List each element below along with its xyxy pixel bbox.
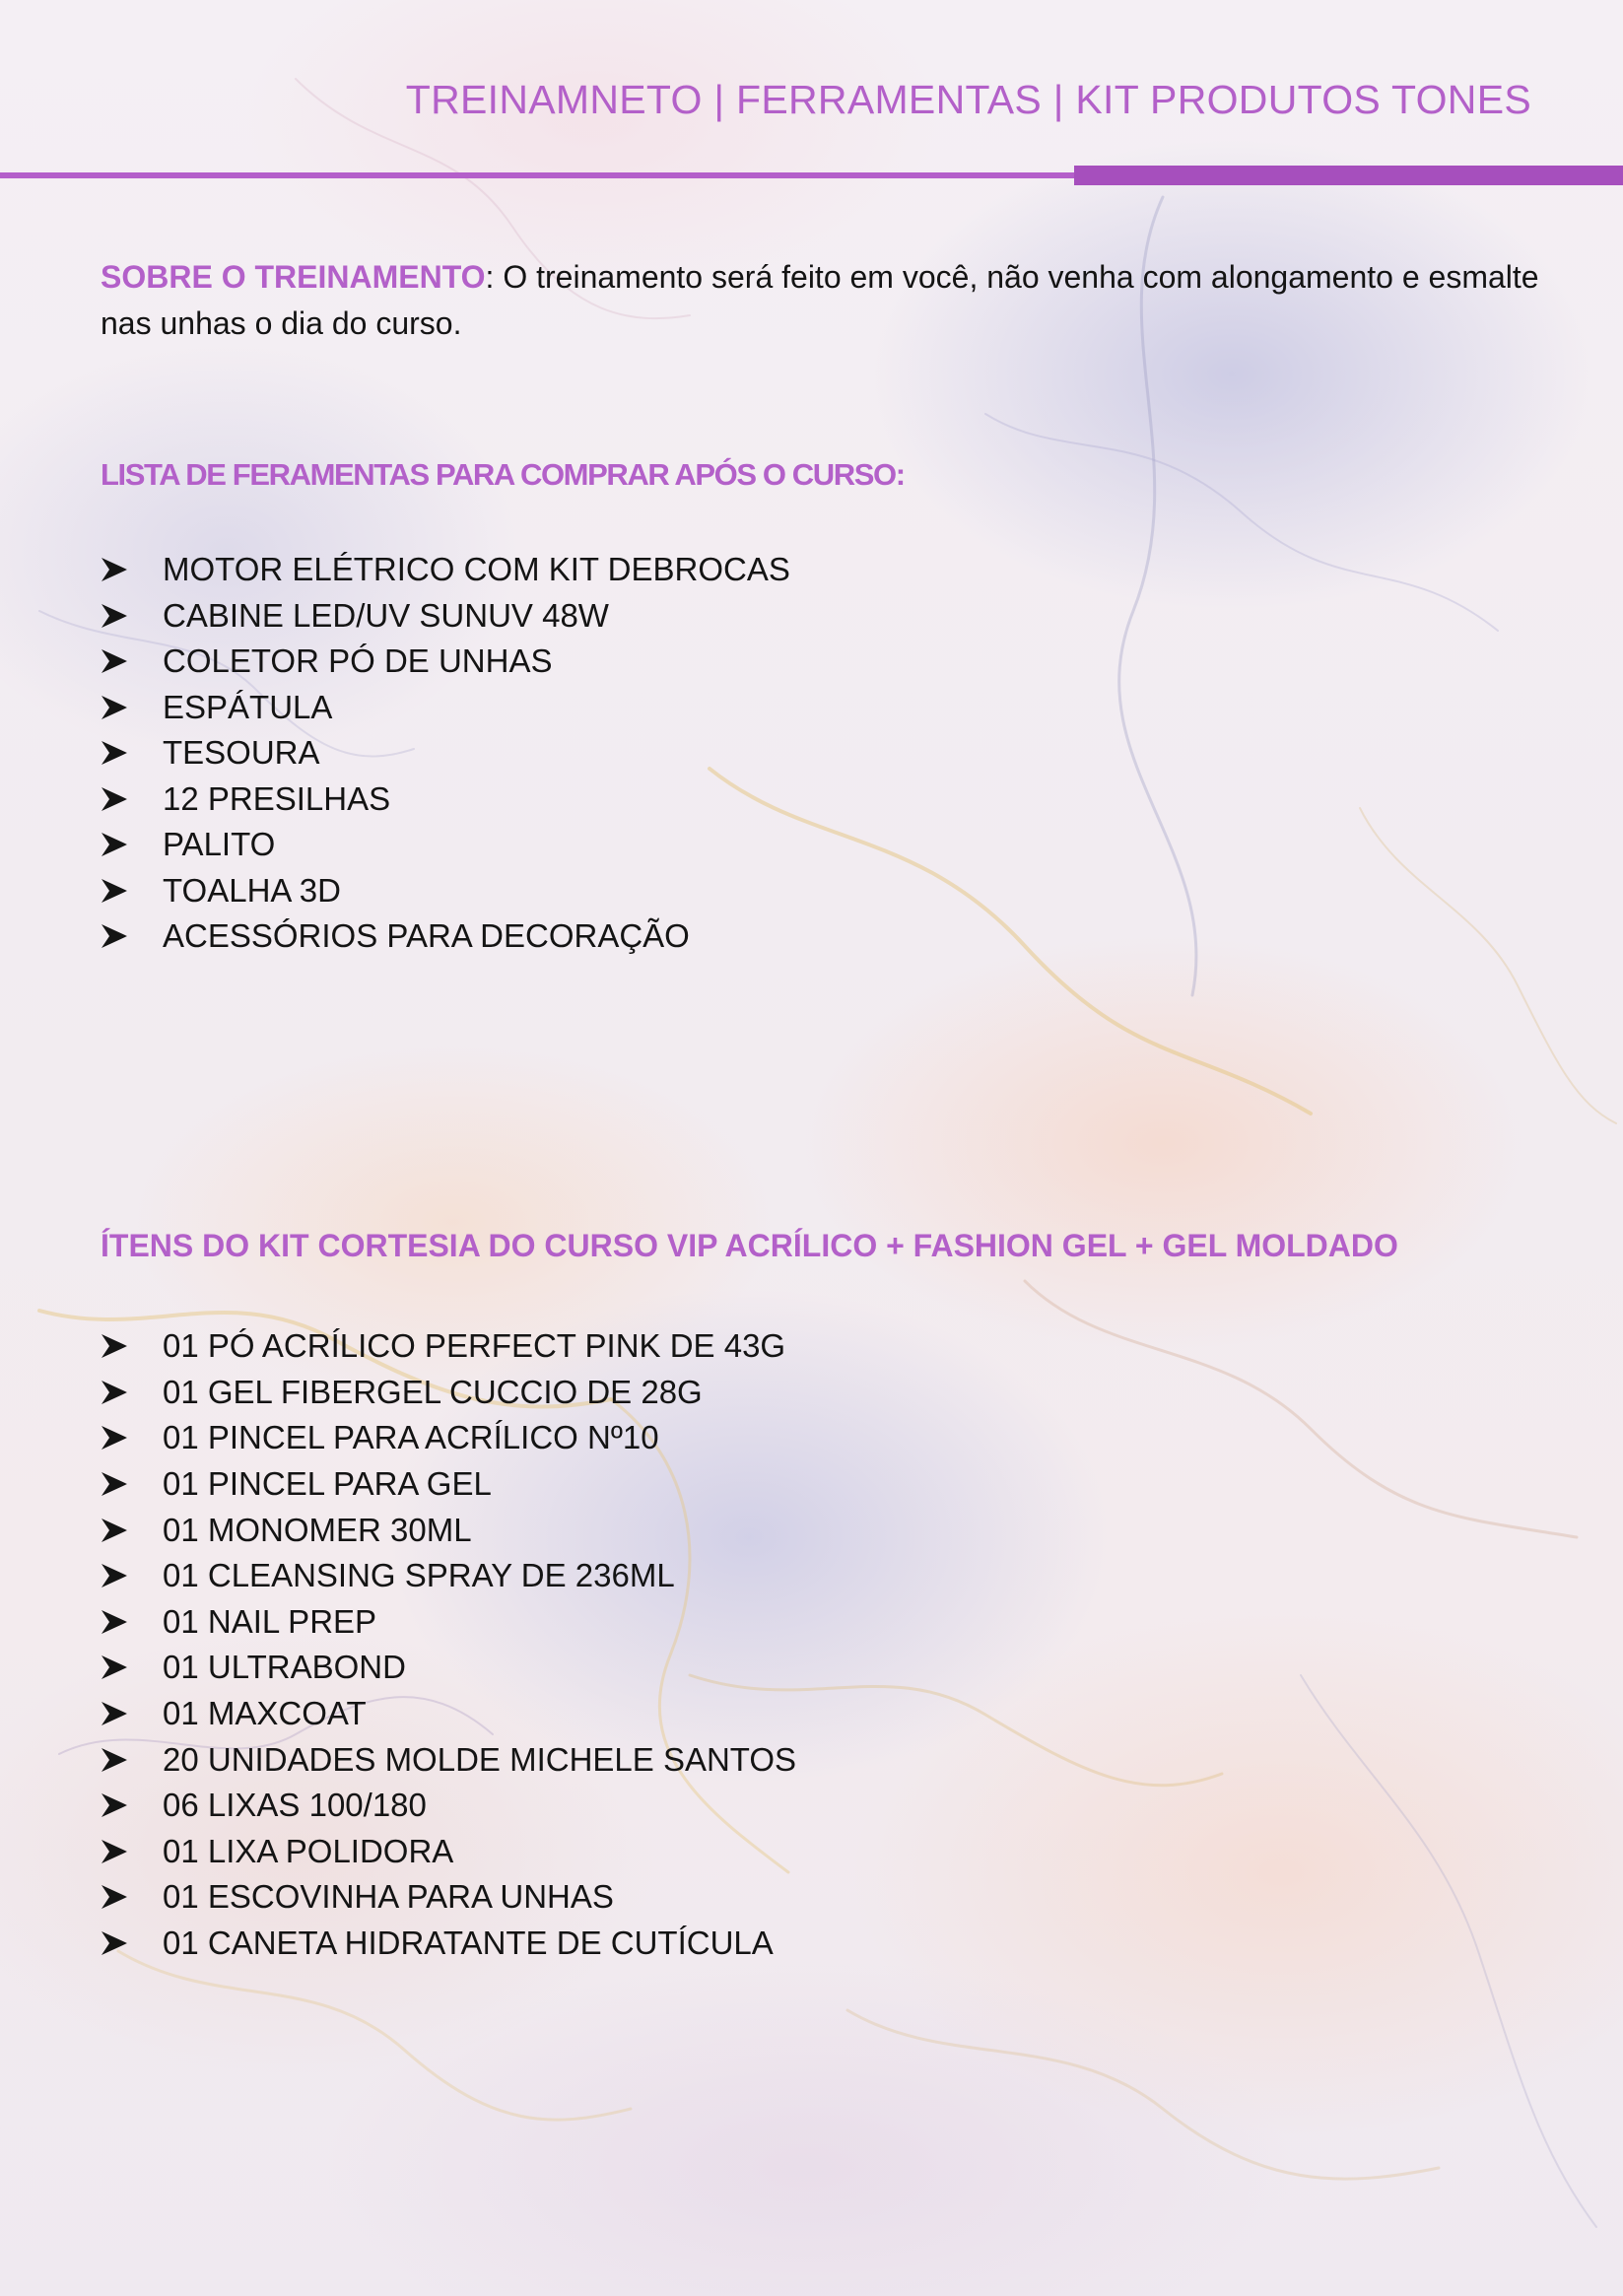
tool-list-item-label: PALITO (163, 826, 276, 863)
kit-list-item (101, 1599, 796, 1646)
training-info-paragraph (101, 254, 1539, 347)
arrowhead-bullet-icon (101, 695, 163, 720)
kit-list-item-label: 20 UNIDADES MOLDE MICHELE SANTOS (163, 1740, 797, 1778)
arrowhead-bullet-icon (101, 1425, 163, 1451)
kit-list-item (101, 1783, 796, 1829)
tool-list-item (101, 777, 790, 823)
header-divider-thin (0, 172, 1074, 178)
kit-list-item-label: 01 PINCEL PARA GEL (163, 1465, 492, 1503)
arrowhead-bullet-icon (101, 1884, 163, 1910)
arrowhead-bullet-icon (101, 878, 163, 904)
arrowhead-bullet-icon (101, 1930, 163, 1956)
arrowhead-bullet-icon (101, 923, 163, 949)
kit-list-item-label: 01 CLEANSING SPRAY DE 236ML (163, 1557, 675, 1594)
kit-list-item-label: 01 NAIL PREP (163, 1602, 377, 1640)
tool-list-item-label: TOALHA 3D (163, 871, 341, 909)
tool-list-item (101, 822, 790, 868)
kit-list-item-label: 01 PÓ ACRÍLICO PERFECT PINK DE 43G (163, 1327, 786, 1365)
tools-list-heading: LISTA DE FERAMENTAS PARA COMPRAR APÓS O CURSO: (101, 457, 905, 492)
kit-list-heading: ÍTENS DO KIT CORTESIA DO CURSO VIP ACRÍLICO + FASHION GEL + GEL MOLDADO (101, 1228, 1398, 1263)
kit-list-item (101, 1415, 796, 1461)
arrowhead-bullet-icon (101, 1380, 163, 1405)
arrowhead-bullet-icon (101, 740, 163, 766)
kit-list-item (101, 1553, 796, 1599)
page-title: TREINAMNETO | FERRAMENTAS | KIT PRODUTOS TONES (405, 77, 1531, 122)
training-info-label: SOBRE O TREINAMENTO (101, 259, 486, 295)
arrowhead-bullet-icon (101, 786, 163, 812)
arrowhead-bullet-icon (101, 1518, 163, 1543)
arrowhead-bullet-icon (101, 648, 163, 674)
kit-list-item-label: 01 MONOMER 30ML (163, 1511, 472, 1548)
tool-list-item (101, 639, 790, 685)
kit-list-item (101, 1829, 796, 1875)
kit-list-item-label: 01 PINCEL PARA ACRÍLICO Nº10 (163, 1419, 659, 1456)
tool-list-item-label: TESOURA (163, 734, 320, 772)
tool-list-item (101, 868, 790, 914)
kit-list-item-label: 01 CANETA HIDRATANTE DE CUTÍCULA (163, 1925, 774, 1962)
arrowhead-bullet-icon (101, 1701, 163, 1726)
kit-list-item (101, 1921, 796, 1967)
kit-list-item (101, 1874, 796, 1921)
tool-list-item-label: 12 PRESILHAS (163, 779, 391, 817)
tool-list-item (101, 593, 790, 640)
arrowhead-bullet-icon (101, 1654, 163, 1680)
kit-list-item-label: 01 LIXA POLIDORA (163, 1832, 454, 1869)
tool-list-item-label: CABINE LED/UV SUNUV 48W (163, 596, 609, 634)
kit-list-item-label: 01 GEL FIBERGEL CUCCIO DE 28G (163, 1373, 703, 1410)
arrowhead-bullet-icon (101, 1792, 163, 1818)
kit-list-item (101, 1323, 796, 1370)
header-divider-accent (1074, 166, 1623, 185)
kit-list-item (101, 1645, 796, 1691)
tool-list-item-label: ESPÁTULA (163, 688, 333, 725)
kit-list-item-label: 01 ESCOVINHA PARA UNHAS (163, 1878, 614, 1916)
tool-list-item (101, 685, 790, 731)
arrowhead-bullet-icon (101, 1839, 163, 1864)
kit-list (101, 1323, 796, 1966)
arrowhead-bullet-icon (101, 1609, 163, 1635)
arrowhead-bullet-icon (101, 557, 163, 582)
tool-list-item (101, 547, 790, 593)
arrowhead-bullet-icon (101, 832, 163, 857)
kit-list-item (101, 1691, 796, 1737)
kit-list-item-label: 01 MAXCOAT (163, 1695, 367, 1732)
tools-list (101, 547, 790, 960)
training-info-text: : O treinamento será feito em você, não venha com alongamento e esmalte nas unhas o dia do curso. (101, 259, 1539, 341)
kit-list-item (101, 1370, 796, 1416)
tool-list-item-label: ACESSÓRIOS PARA DECORAÇÃO (163, 917, 690, 955)
tool-list-item (101, 730, 790, 777)
arrowhead-bullet-icon (101, 1747, 163, 1773)
tool-list-item-label: COLETOR PÓ DE UNHAS (163, 642, 553, 680)
kit-list-item-label: 01 ULTRABOND (163, 1649, 406, 1686)
tool-list-item (101, 913, 790, 960)
kit-list-item (101, 1507, 796, 1553)
arrowhead-bullet-icon (101, 603, 163, 629)
arrowhead-bullet-icon (101, 1471, 163, 1497)
kit-list-item (101, 1461, 796, 1508)
arrowhead-bullet-icon (101, 1333, 163, 1359)
kit-list-item (101, 1736, 796, 1783)
arrowhead-bullet-icon (101, 1563, 163, 1588)
tool-list-item-label: MOTOR ELÉTRICO COM KIT DEBROCAS (163, 551, 790, 588)
kit-list-item-label: 06 LIXAS 100/180 (163, 1787, 427, 1824)
